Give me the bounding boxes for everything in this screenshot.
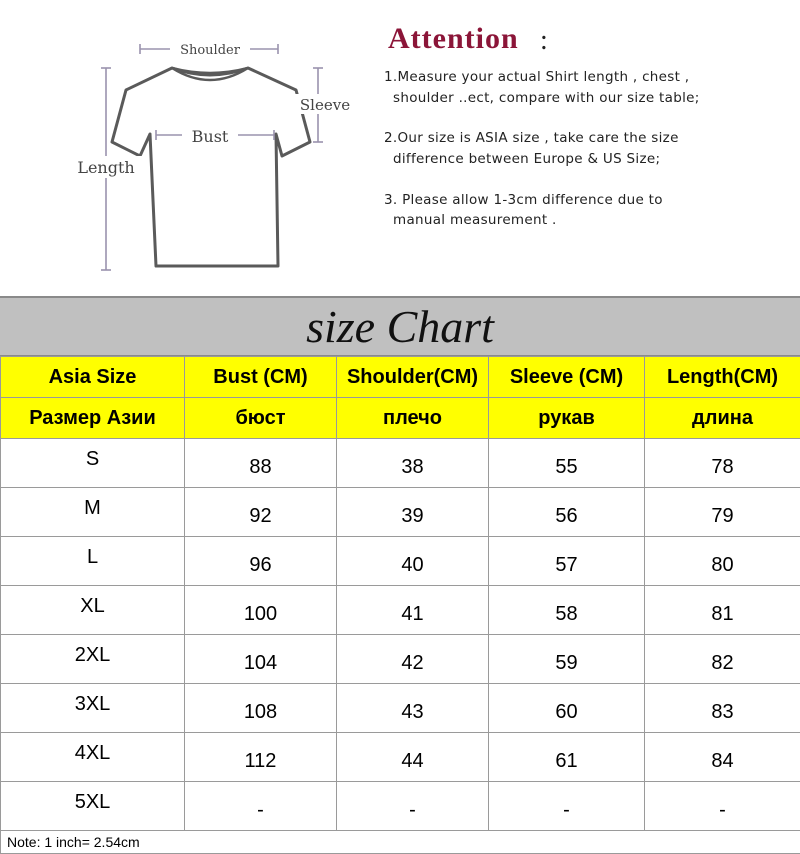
instruction-line: difference between Europe & US Size; bbox=[393, 151, 660, 167]
sleeve-cell: 59 bbox=[489, 635, 645, 684]
header-row-russian bbox=[1, 398, 800, 439]
length-cell: 83 bbox=[645, 684, 800, 733]
tshirt-diagram bbox=[60, 30, 360, 290]
tshirt-collar bbox=[172, 68, 248, 80]
length-cell: 79 bbox=[645, 488, 800, 537]
shoulder-cell: 38 bbox=[337, 439, 489, 488]
shoulder-label: Shoulder bbox=[180, 43, 241, 58]
header-cell: рукав bbox=[489, 398, 645, 439]
sleeve-cell: 57 bbox=[489, 537, 645, 586]
shoulder-cell: 44 bbox=[337, 733, 489, 782]
size-cell: 5XL bbox=[1, 782, 185, 831]
header-cell: Length(CM) bbox=[645, 357, 800, 398]
note-row bbox=[1, 831, 800, 854]
sleeve-cell: 60 bbox=[489, 684, 645, 733]
size-chart-banner bbox=[0, 296, 800, 356]
size-cell: 2XL bbox=[1, 635, 185, 684]
header-cell: плечо bbox=[337, 398, 489, 439]
sleeve-cell: 55 bbox=[489, 439, 645, 488]
bust-cell: - bbox=[185, 782, 337, 831]
table-row bbox=[1, 439, 800, 488]
size-cell: 4XL bbox=[1, 733, 185, 782]
attention-colon: : bbox=[540, 25, 548, 57]
instruction-line: 2.Our size is ASIA size , take care the size bbox=[384, 130, 679, 146]
conversion-note: Note: 1 inch= 2.54cm bbox=[1, 831, 800, 854]
header-cell: Bust (CM) bbox=[185, 357, 337, 398]
sleeve-cell: 58 bbox=[489, 586, 645, 635]
table-row bbox=[1, 537, 800, 586]
bust-cell: 92 bbox=[185, 488, 337, 537]
size-chart-title: size Chart bbox=[0, 300, 800, 353]
header-row-english bbox=[1, 357, 800, 398]
length-cell: 80 bbox=[645, 537, 800, 586]
shoulder-cell: 43 bbox=[337, 684, 489, 733]
size-cell: S bbox=[1, 439, 185, 488]
header-cell: Shoulder(CM) bbox=[337, 357, 489, 398]
size-cell: 3XL bbox=[1, 684, 185, 733]
size-cell: M bbox=[1, 488, 185, 537]
instruction-line: manual measurement . bbox=[393, 212, 557, 228]
attention-title: Attention bbox=[388, 22, 519, 56]
bust-label: Bust bbox=[192, 127, 229, 146]
table-row bbox=[1, 488, 800, 537]
size-table bbox=[0, 356, 800, 854]
shoulder-cell: 40 bbox=[337, 537, 489, 586]
shoulder-cell: 41 bbox=[337, 586, 489, 635]
length-label: Length bbox=[77, 158, 134, 177]
instructions-section bbox=[0, 0, 800, 296]
sleeve-label: Sleeve bbox=[300, 96, 350, 114]
bust-cell: 104 bbox=[185, 635, 337, 684]
table-row bbox=[1, 635, 800, 684]
table-row bbox=[1, 586, 800, 635]
table-row bbox=[1, 782, 800, 831]
length-cell: 78 bbox=[645, 439, 800, 488]
bust-cell: 108 bbox=[185, 684, 337, 733]
header-cell: длина bbox=[645, 398, 800, 439]
bust-cell: 112 bbox=[185, 733, 337, 782]
header-cell: бюст bbox=[185, 398, 337, 439]
shoulder-cell: 42 bbox=[337, 635, 489, 684]
header-cell: Размер Азии bbox=[1, 398, 185, 439]
instruction-line: 1.Measure your actual Shirt length , chest , bbox=[384, 69, 689, 85]
bust-cell: 96 bbox=[185, 537, 337, 586]
table-row bbox=[1, 684, 800, 733]
header-cell: Sleeve (CM) bbox=[489, 357, 645, 398]
size-cell: L bbox=[1, 537, 185, 586]
length-cell: 84 bbox=[645, 733, 800, 782]
length-cell: - bbox=[645, 782, 800, 831]
bust-cell: 100 bbox=[185, 586, 337, 635]
shoulder-cell: - bbox=[337, 782, 489, 831]
sleeve-cell: - bbox=[489, 782, 645, 831]
bust-cell: 88 bbox=[185, 439, 337, 488]
table-row bbox=[1, 733, 800, 782]
instruction-line: shoulder ..ect, compare with our size table; bbox=[393, 90, 700, 106]
sleeve-cell: 61 bbox=[489, 733, 645, 782]
instruction-line: 3. Please allow 1-3cm difference due to bbox=[384, 192, 663, 208]
length-cell: 82 bbox=[645, 635, 800, 684]
shoulder-cell: 39 bbox=[337, 488, 489, 537]
length-cell: 81 bbox=[645, 586, 800, 635]
size-cell: XL bbox=[1, 586, 185, 635]
header-cell: Asia Size bbox=[1, 357, 185, 398]
sleeve-cell: 56 bbox=[489, 488, 645, 537]
